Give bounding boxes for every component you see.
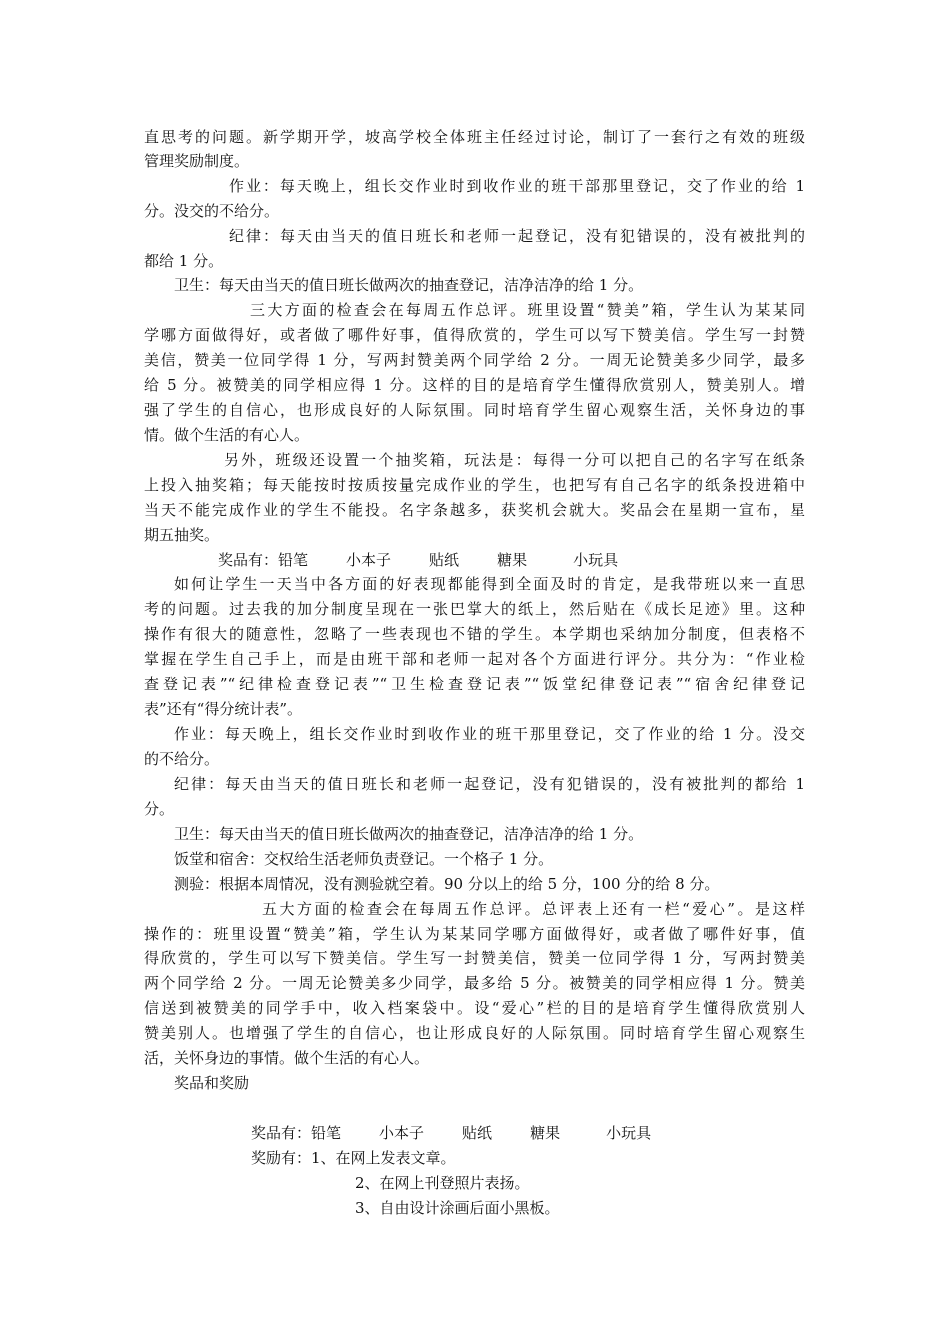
paragraph-line: 纪律：每天由当天的值日班长和老师一起登记，没有犯错误的，没有被批判的都给 1 [174,775,805,793]
paragraph-line: 饭堂和宿舍：交权给生活老师负责登记。一个格子 1 分。 [174,850,554,868]
paragraph-line: 给 5 分。被赞美的同学相应得 1 分。这样的目的是培育学生懂得欣赏别人，赞美别人。增 [144,376,805,394]
paragraph-line: 美信，赞美一位同学得 1 分，写两封赞美两个同学给 2 分。一周无论赞美多少同学，最多 [144,351,805,369]
prize-list-label: 奖品有： [218,551,279,569]
paragraph-line: 管理奖励制度。 [144,152,250,170]
prize-item: 糖果 [530,1124,561,1142]
prize-item: 铅笔 [278,551,309,569]
paragraph-line: 两个同学给 2 分。一周无论赞美多少同学，最多给 5 分。被赞美的同学相应得 1 分。赞美 [144,974,805,992]
paragraph-line: 上投入抽奖箱；每天能按时按质按量完成作业的学生，也把写有自己名字的纸条投进箱中 [144,476,805,494]
prize-list [218,548,805,572]
paragraph-line: 情。做个生活的有心人。 [144,426,310,444]
paragraph-line: 考的问题。过去我的加分制度呈现在一张巴掌大的纸上，然后贴在《成长足迹》里。这种 [144,600,805,618]
reward-list [251,1146,805,1170]
paragraph-line: 分。 [144,800,175,818]
paragraph-line: 信送到被赞美的同学手中，收入档案袋中。设“爱心”栏的目的是培育学生懂得欣赏别人 [144,999,805,1017]
prize-item: 贴纸 [462,1124,493,1142]
prize-item: 小本子 [346,551,392,569]
reward-item: 2、在网上刊登照片表扬。 [355,1174,530,1192]
prize-item: 小本子 [379,1124,425,1142]
paragraph-line: 作业：每天晚上，组长交作业时到收作业的班干部那里登记，交了作业的给 1 [229,177,805,195]
paragraph-line: 作业：每天晚上，组长交作业时到收作业的班干那里登记，交了作业的给 1 分。没交 [174,725,805,743]
paragraph-line: 掌握在学生自己手上，而是由班干部和老师一起对各个方面进行评分。共分为：“作业检 [144,650,805,668]
paragraph-line: 强了学生的自信心，也形成良好的人际氛围。同时培育学生留心观察生活，关怀身边的事 [144,401,805,419]
paragraph-line: 分。没交的不给分。 [144,202,280,220]
paragraph-line: 赞美别人。也增强了学生的自信心，也让形成良好的人际氛围。同时培育学生留心观察生 [144,1024,805,1042]
prize-item: 小玩具 [573,551,619,569]
paragraph-line: 都给 1 分。 [144,252,224,270]
paragraph-line: 活，关怀身边的事情。做个生活的有心人。 [144,1049,430,1067]
paragraph-line: 纪律：每天由当天的值日班长和老师一起登记，没有犯错误的，没有被批判的 [229,227,805,245]
reward-item: 1、在网上发表文章。 [311,1149,456,1167]
prize-item: 糖果 [497,551,528,569]
paragraph-line: 卫生：每天由当天的值日班长做两次的抽查登记，洁净洁净的给 1 分。 [174,276,644,294]
paragraph-line: 表”还有“得分统计表”。 [144,700,303,718]
paragraph-line: 另外，班级还设置一个抽奖箱，玩法是：每得一分可以把自己的名字写在纸条 [224,451,805,469]
paragraph-line: 如何让学生一天当中各方面的好表现都能得到全面及时的肯定，是我带班以来一直思 [174,575,805,593]
paragraph-line: 卫生：每天由当天的值日班长做两次的抽查登记，洁净洁净的给 1 分。 [174,825,644,843]
section-heading: 奖品和奖励 [174,1074,250,1092]
paragraph-line: 直思考的问题。新学期开学，坡高学校全体班主任经过讨论，制订了一套行之有效的班级 [144,128,805,146]
paragraph-line: 三大方面的检查会在每周五作总评。班里设置“赞美”箱，学生认为某某同 [250,301,805,319]
paragraph-line: 当天不能完成作业的学生不能投。名字条越多，获奖机会就大。奖品会在星期一宣布，星 [144,501,805,519]
prize-item: 小玩具 [606,1124,652,1142]
reward-list-label: 奖励有： [251,1149,312,1167]
prize-item: 铅笔 [311,1124,342,1142]
paragraph-line: 期五抽奖。 [144,526,220,544]
paragraph-line: 得欣赏的，学生可以写下赞美信。学生写一封赞美信，赞美一位同学得 1 分，写两封赞美 [144,949,805,967]
prize-list [251,1121,805,1145]
paragraph-line: 的不给分。 [144,750,220,768]
paragraph-line: 操作的：班里设置“赞美”箱，学生认为某某同学哪方面做得好，或者做了哪件好事，值 [144,925,805,943]
paragraph-line: 学哪方面做得好，或者做了哪件好事，值得欣赏的，学生可以写下赞美信。学生写一封赞 [144,326,805,344]
paragraph-line: 五大方面的检查会在每周五作总评。总评表上还有一栏“爱心”。是这样 [262,900,805,918]
prize-list-label: 奖品有： [251,1124,312,1142]
paragraph-line: 测验：根据本周情况，没有测验就空着。90 分以上的给 5 分，100 分的给 8 分。 [174,875,720,893]
paragraph-line: 查登记表”“纪律检查登记表”“卫生检查登记表”“饭堂纪律登记表”“宿舍纪律登记 [144,675,805,693]
reward-item: 3、自由设计涂画后面小黑板。 [355,1199,560,1217]
paragraph-line: 操作有很大的随意性，忽略了一些表现也不错的学生。本学期也采纳加分制度，但表格不 [144,625,805,643]
prize-item: 贴纸 [429,551,460,569]
